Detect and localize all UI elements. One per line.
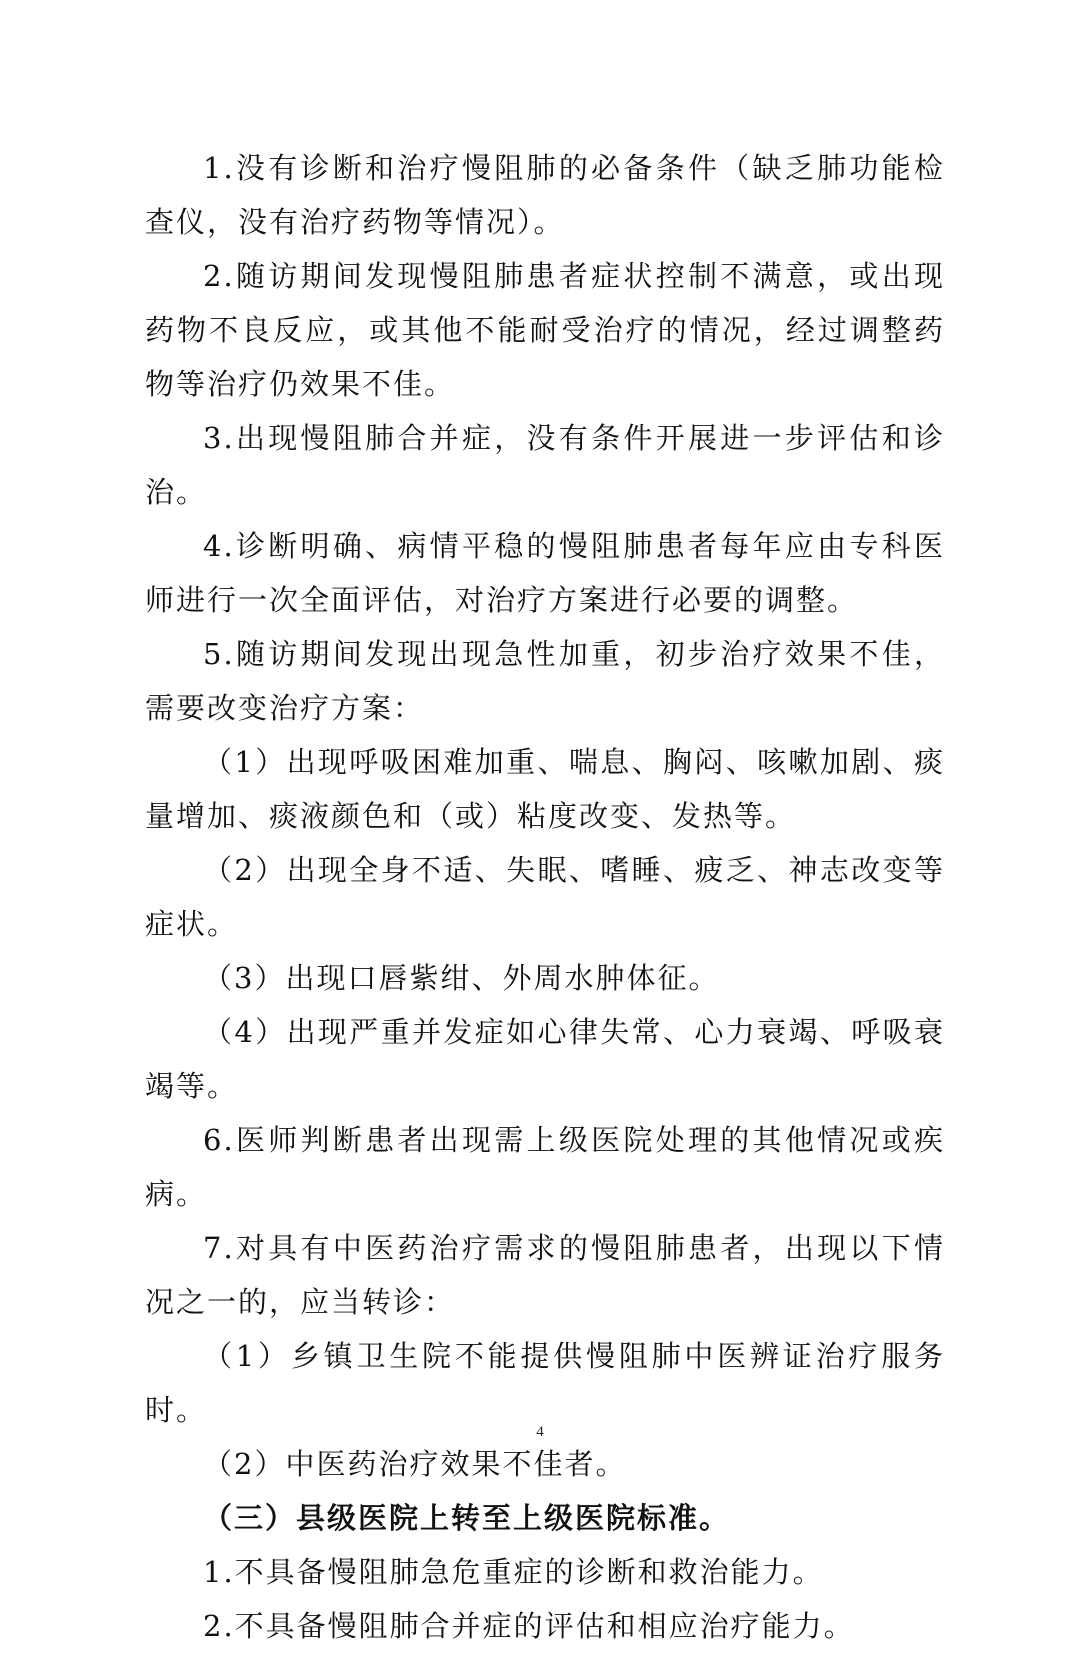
paragraph-item-3: 3.出现慢阻肺合并症，没有条件开展进一步评估和诊治。 xyxy=(145,421,945,509)
section-paragraph-2: 2.不具备慢阻肺合并症的评估和相应治疗能力。 xyxy=(203,1609,855,1643)
paragraph-item-4: 4.诊断明确、病情平稳的慢阻肺患者每年应由专科医师进行一次全面评估，对治疗方案进行必要的调整。 xyxy=(145,529,945,617)
paragraph-item-5: 5.随访期间发现出现急性加重，初步治疗效果不佳，需要改变治疗方案： xyxy=(145,637,945,725)
paragraph-subitem-5-3: （3）出现口唇紫绀、外周水肿体征。 xyxy=(203,961,720,995)
paragraph-subitem-5-1: （1）出现呼吸困难加重、喘息、胸闷、咳嗽加剧、痰量增加、痰液颜色和（或）粘度改变、发热等。 xyxy=(145,745,945,833)
paragraph-item-6: 6.医师判断患者出现需上级医院处理的其他情况或疾病。 xyxy=(145,1123,945,1211)
paragraph-item-2: 2.随访期间发现慢阻肺患者症状控制不满意，或出现药物不良反应，或其他不能耐受治疗的情况，经过调整药物等治疗仍效果不佳。 xyxy=(145,259,945,401)
section-paragraph-1: 1.不具备慢阻肺急危重症的诊断和救治能力。 xyxy=(203,1555,824,1589)
page-number: 4 xyxy=(536,1424,544,1440)
paragraph-subitem-7-2: （2）中医药治疗效果不佳者。 xyxy=(203,1447,627,1481)
paragraph-subitem-7-1: （1）乡镇卫生院不能提供慢阻肺中医辨证治疗服务时。 xyxy=(145,1339,945,1427)
paragraph-item-7: 7.对具有中医药治疗需求的慢阻肺患者，出现以下情况之一的，应当转诊： xyxy=(145,1231,945,1319)
section-heading: （三）县级医院上转至上级医院标准。 xyxy=(203,1501,731,1535)
paragraph-subitem-5-4: （4）出现严重并发症如心律失常、心力衰竭、呼吸衰竭等。 xyxy=(145,1015,945,1103)
paragraph-item-1: 1.没有诊断和治疗慢阻肺的必备条件（缺乏肺功能检查仪，没有治疗药物等情况）。 xyxy=(145,151,945,239)
paragraph-subitem-5-2: （2）出现全身不适、失眠、嗜睡、疲乏、神志改变等症状。 xyxy=(145,853,945,941)
